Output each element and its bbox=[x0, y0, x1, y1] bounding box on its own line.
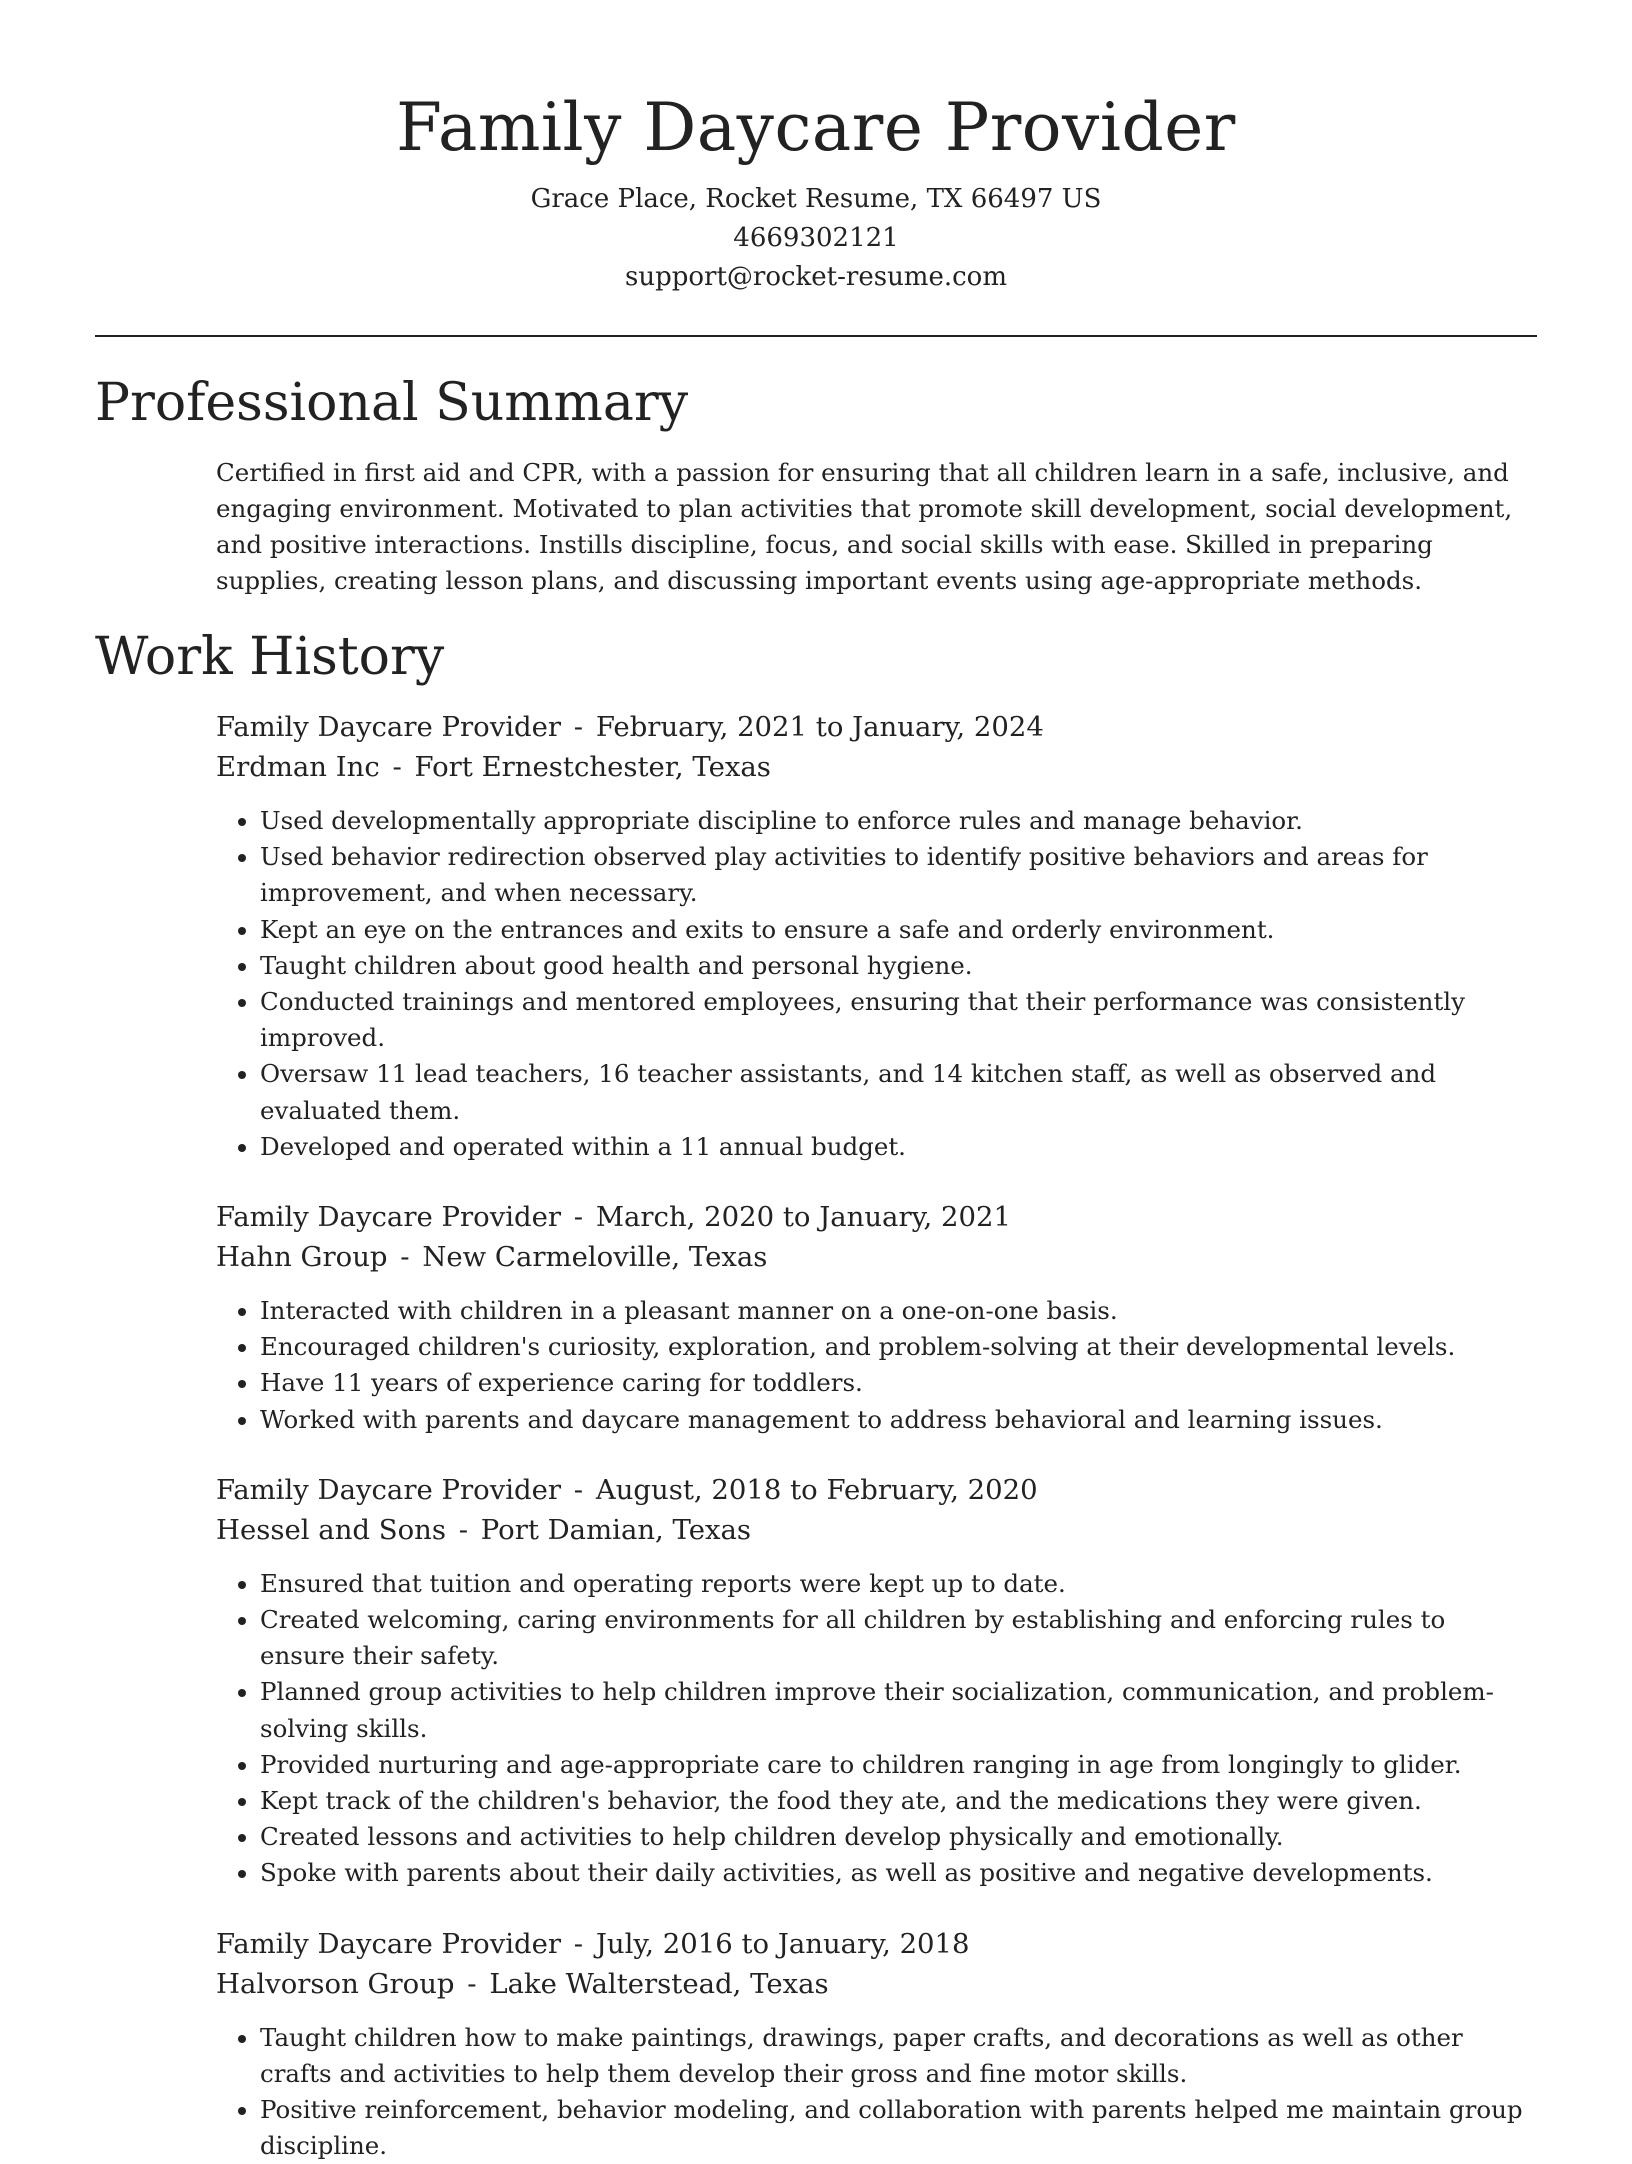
job-title: Family Daycare Provider bbox=[216, 1473, 562, 1506]
job-bullet: • Taught children how to make paintings, drawings, paper crafts, and decorations as well as other crafts and activities to help them develop their gross and fine motor skills. bbox=[260, 2020, 1537, 2092]
job-bullet: • Developed and operated within a 11 annual budget. bbox=[260, 1129, 1537, 1165]
summary-text: Certified in first aid and CPR, with a passion for ensuring that all children learn in a safe, inclusive, and engaging environment. Motivated to plan activities that promote skill development, social development, and positive interactions. Instills discipline, focus, and social skills with ease. Skilled in preparing supplies, creating lesson plans, and discussing important events using age-appropriate methods. bbox=[216, 458, 1513, 595]
work-history-list bbox=[95, 707, 1537, 2164]
separator: - bbox=[565, 711, 592, 743]
job-bullet: • Kept an eye on the entrances and exits to ensure a safe and orderly environment. bbox=[260, 912, 1537, 948]
job-company-line bbox=[216, 1510, 1537, 1550]
job-company: Hessel and Sons bbox=[216, 1513, 446, 1546]
work-history-heading: Work History bbox=[95, 627, 445, 687]
separator: - bbox=[458, 1967, 486, 2000]
job-entry bbox=[216, 1470, 1537, 1892]
job-dates: February, 2021 to January, 2024 bbox=[595, 711, 1044, 743]
job-company: Halvorson Group bbox=[216, 1967, 455, 2000]
job-company: Hahn Group bbox=[216, 1241, 388, 1274]
contact-email: support@rocket-resume.com bbox=[624, 262, 1007, 292]
contact-address: Grace Place, Rocket Resume, TX 66497 US bbox=[530, 184, 1102, 214]
job-title: Family Daycare Provider bbox=[216, 711, 562, 743]
separator: - bbox=[383, 751, 411, 783]
job-bullet: • Encouraged children's curiosity, exploration, and problem-solving at their developmental levels. bbox=[260, 1329, 1537, 1365]
job-bullet: • Planned group activities to help children improve their socialization, communication, and problem-solving skills. bbox=[260, 1674, 1537, 1746]
job-bullets bbox=[216, 1566, 1537, 1892]
job-entry bbox=[216, 1924, 1537, 2164]
separator: - bbox=[391, 1241, 419, 1274]
separator: - bbox=[565, 1473, 592, 1506]
job-bullet: • Interacted with children in a pleasant manner on a one-on-one basis. bbox=[260, 1293, 1537, 1329]
job-bullet: • Kept track of the children's behavior, the food they ate, and the medications they were given. bbox=[260, 1783, 1537, 1819]
separator: - bbox=[565, 1201, 592, 1234]
job-title-line bbox=[216, 1924, 1537, 1964]
job-bullet: • Positive reinforcement, behavior modeling, and collaboration with parents helped me maintain group discipline. bbox=[260, 2092, 1537, 2164]
job-bullet: • Conducted trainings and mentored employees, ensuring that their performance was consistently improved. bbox=[260, 984, 1537, 1056]
job-title: Family Daycare Provider bbox=[216, 1927, 562, 1960]
job-dates: July, 2016 to January, 2018 bbox=[595, 1927, 970, 1960]
job-bullet: • Worked with parents and daycare management to address behavioral and learning issues. bbox=[260, 1402, 1537, 1438]
separator: - bbox=[449, 1513, 477, 1546]
job-bullet: • Ensured that tuition and operating reports were kept up to date. bbox=[260, 1566, 1537, 1602]
job-bullet: • Used developmentally appropriate discipline to enforce rules and manage behavior. bbox=[260, 803, 1537, 839]
job-bullet: • Taught children about good health and personal hygiene. bbox=[260, 948, 1537, 984]
job-bullet: • Created welcoming, caring environments for all children by establishing and enforcing rules to ensure their safety. bbox=[260, 1602, 1537, 1674]
job-location: Fort Ernestchester, Texas bbox=[414, 751, 771, 783]
summary-heading: Professional Summary bbox=[95, 373, 689, 433]
job-location: Lake Walterstead, Texas bbox=[489, 1967, 829, 2000]
job-bullets bbox=[216, 803, 1537, 1165]
job-company-line bbox=[216, 747, 1537, 787]
job-bullet: • Provided nurturing and age-appropriate care to children ranging in age from longingly to glider. bbox=[260, 1747, 1537, 1783]
contact-block bbox=[95, 180, 1537, 297]
job-bullet: • Oversaw 11 lead teachers, 16 teacher assistants, and 14 kitchen staff, as well as observed and evaluated them. bbox=[260, 1056, 1537, 1128]
job-entry bbox=[216, 1197, 1537, 1438]
resume-title: Family Daycare Provider bbox=[396, 89, 1236, 166]
job-company-line bbox=[216, 1964, 1537, 2004]
resume-page bbox=[95, 0, 1537, 2164]
job-company: Erdman Inc bbox=[216, 751, 380, 783]
job-title-line bbox=[216, 1197, 1537, 1237]
job-title-line bbox=[216, 707, 1537, 747]
contact-phone: 4669302121 bbox=[733, 223, 899, 253]
job-title-line bbox=[216, 1470, 1537, 1510]
job-bullet: • Spoke with parents about their daily activities, as well as positive and negative developments. bbox=[260, 1855, 1537, 1891]
job-location: New Carmeloville, Texas bbox=[422, 1241, 768, 1274]
job-title: Family Daycare Provider bbox=[216, 1201, 562, 1234]
job-bullet: • Created lessons and activities to help children develop physically and emotionally. bbox=[260, 1819, 1537, 1855]
job-dates: August, 2018 to February, 2020 bbox=[595, 1473, 1038, 1506]
job-bullet: • Have 11 years of experience caring for toddlers. bbox=[260, 1365, 1537, 1401]
separator: - bbox=[565, 1927, 592, 1960]
header-divider bbox=[95, 335, 1537, 337]
job-company-line bbox=[216, 1237, 1537, 1277]
job-entry bbox=[216, 707, 1537, 1165]
job-bullets bbox=[216, 1293, 1537, 1438]
job-location: Port Damian, Texas bbox=[480, 1513, 752, 1546]
job-bullet: • Used behavior redirection observed play activities to identify positive behaviors and areas for improvement, and when necessary. bbox=[260, 839, 1537, 911]
job-dates: March, 2020 to January, 2021 bbox=[595, 1201, 1011, 1234]
job-bullets bbox=[216, 2020, 1537, 2164]
